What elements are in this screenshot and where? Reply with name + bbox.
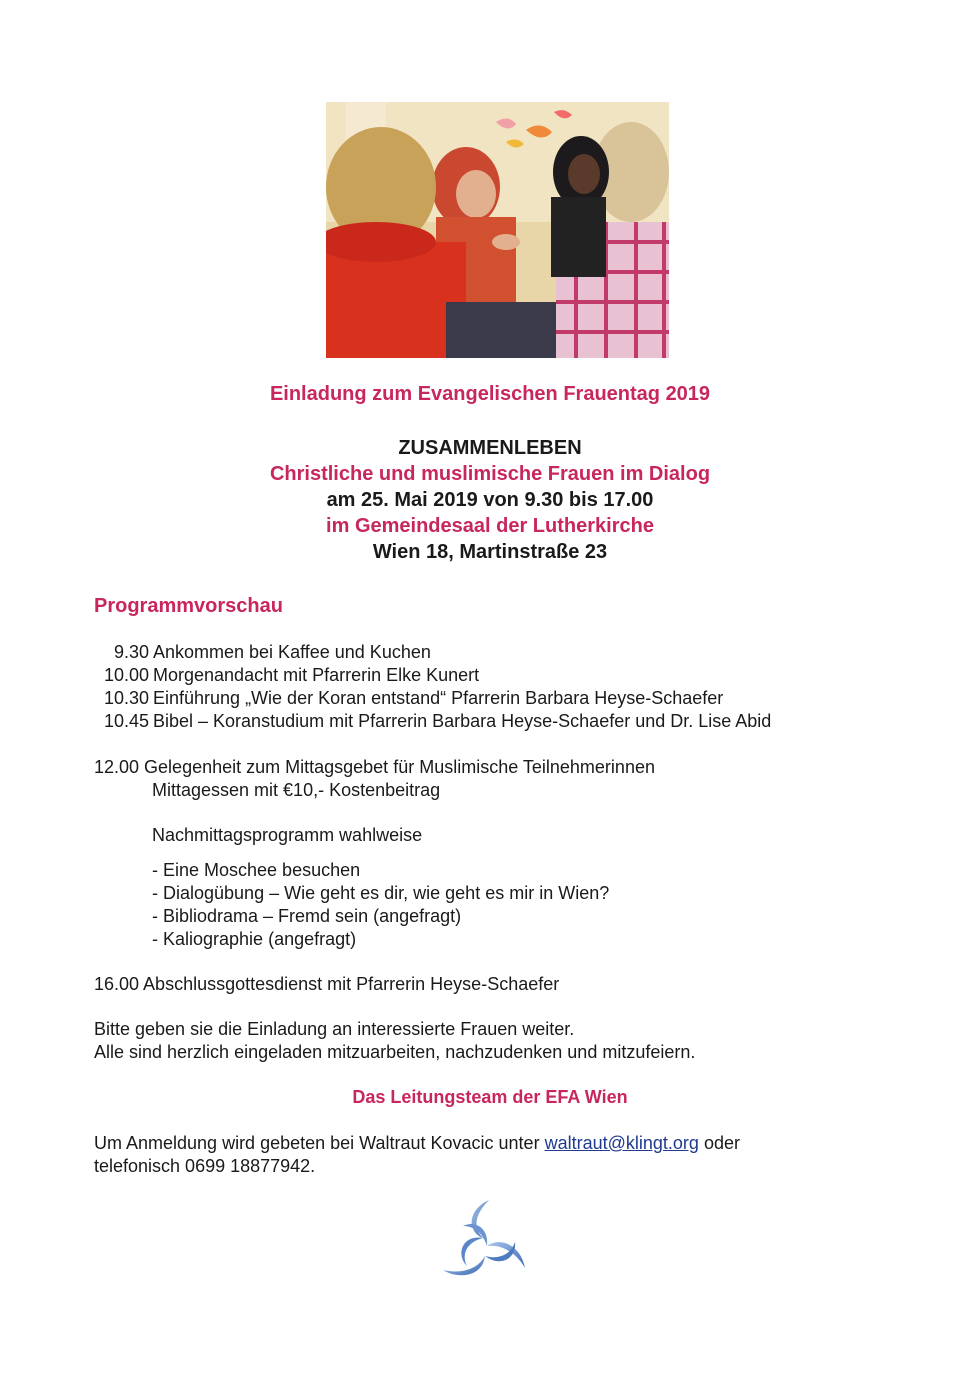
phone-line: telefonisch 0699 18877942. xyxy=(94,1156,316,1176)
event-address: Wien 18, Martinstraße 23 xyxy=(372,541,608,563)
program-row xyxy=(94,642,431,665)
program-text: Morgenandacht mit Pfarrerin Elke Kunert xyxy=(153,665,480,685)
program-row xyxy=(94,688,723,711)
invitation-title: Einladung zum Evangelischen Frauentag 2019 xyxy=(269,383,711,405)
note-line-2: Alle sind herzlich eingeladen mitzuarbeiten, nachzudenken und mitzufeiern. xyxy=(94,1042,696,1062)
program-text: Ankommen bei Kaffee und Kuchen xyxy=(153,642,431,662)
lunch-line: Mittagessen mit €10,- Kostenbeitrag xyxy=(152,780,441,800)
program-row xyxy=(94,665,479,688)
registration-suffix: oder xyxy=(703,1133,740,1153)
afternoon-option: - Bibliodrama – Fremd sein (angefragt) xyxy=(152,906,462,926)
swirl-logo-icon xyxy=(437,1196,529,1288)
event-photo xyxy=(326,102,669,358)
program-row xyxy=(94,711,771,734)
event-venue: im Gemeindesaal der Lutherkirche xyxy=(326,515,654,537)
women-dialog-photo xyxy=(326,102,669,358)
afternoon-heading: Nachmittagsprogramm wahlweise xyxy=(152,825,423,845)
note-line-1: Bitte geben sie die Einladung an interessierte Frauen weiter. xyxy=(94,1019,575,1039)
afternoon-option: - Eine Moschee besuchen xyxy=(152,860,361,880)
program-time: 10.45 xyxy=(103,711,149,731)
program-text: Bibel – Koranstudium mit Pfarrerin Barbara Heyse-Schaefer und Dr. Lise Abid xyxy=(153,711,772,731)
program-heading: Programmvorschau xyxy=(94,595,283,617)
closing-service-line: 16.00 Abschlussgottesdienst mit Pfarrerin Heyse-Schaefer xyxy=(94,974,560,994)
registration-line xyxy=(94,1133,740,1154)
motto-title: ZUSAMMENLEBEN xyxy=(398,437,582,459)
afternoon-option: - Dialogübung – Wie geht es dir, wie geht es mir in Wien? xyxy=(152,883,610,903)
event-date: am 25. Mai 2019 von 9.30 bis 17.00 xyxy=(326,489,654,511)
motto-subtitle: Christliche und muslimische Frauen im Dialog xyxy=(269,463,711,485)
program-time: 10.00 xyxy=(103,665,149,685)
program-text: Einführung „Wie der Koran entstand“ Pfarrerin Barbara Heyse-Schaefer xyxy=(153,688,724,708)
email-link[interactable]: waltraut@klingt.org xyxy=(544,1133,699,1153)
efa-logo xyxy=(437,1196,529,1288)
registration-prefix: Um Anmeldung wird gebeten bei Waltraut Kovacic unter xyxy=(94,1133,540,1153)
program-time: 10.30 xyxy=(103,688,149,708)
program-time: 9.30 xyxy=(113,642,149,662)
signature: Das Leitungsteam der EFA Wien xyxy=(352,1087,628,1107)
noon-prayer-line: 12.00 Gelegenheit zum Mittagsgebet für Muslimische Teilnehmerinnen xyxy=(94,757,655,777)
afternoon-option: - Kaliographie (angefragt) xyxy=(152,929,357,949)
